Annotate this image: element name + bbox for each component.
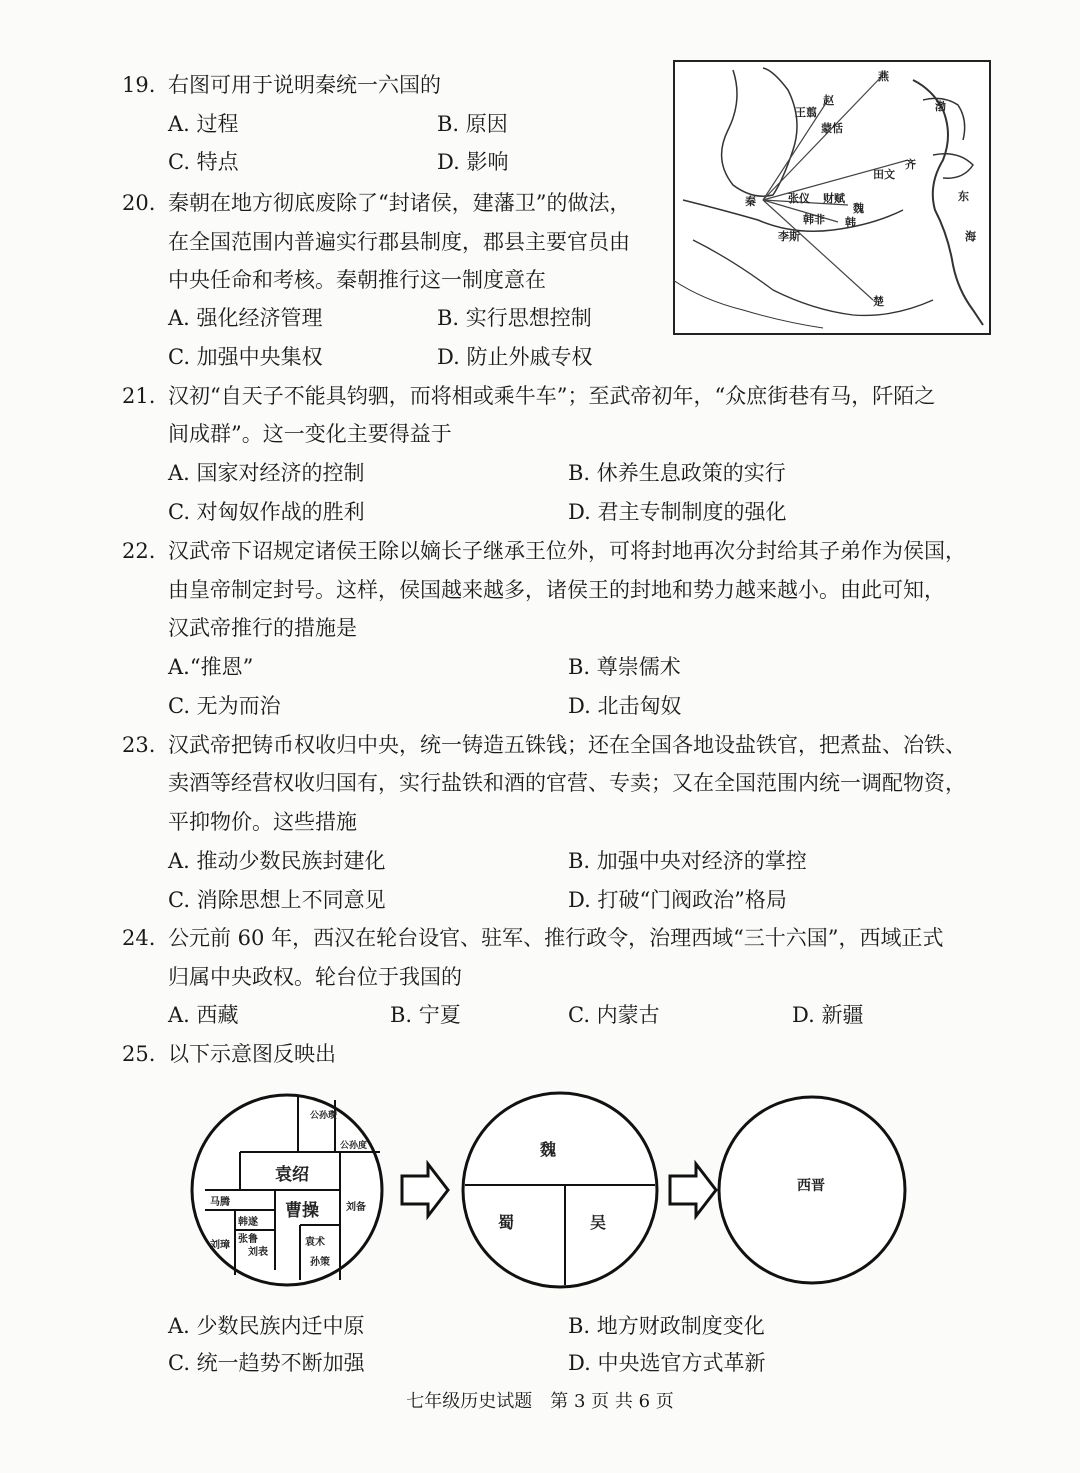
label-wu: 吴 — [590, 1213, 607, 1232]
map-label-caifu: 财赋 — [823, 192, 845, 205]
q25-option-b: B. 地方财政制度变化 — [568, 1314, 765, 1338]
q25-option-a: A. 少数民族内迁中原 — [168, 1314, 365, 1338]
page-footer: 七年级历史试题 第 3 页 共 6 页 — [406, 1391, 674, 1412]
q22-option-d: D. 北击匈奴 — [568, 694, 682, 718]
label-gongsunzan: 公孙瓒 — [310, 1111, 338, 1121]
three-kingdoms-diagram — [180, 1080, 920, 1300]
map-label-wangjian: 王翦 — [795, 106, 817, 119]
q23-option-a: A. 推动少数民族封建化 — [168, 849, 386, 873]
q19-option-b: B. 原因 — [437, 112, 508, 136]
q21-option-a: A. 国家对经济的控制 — [168, 461, 365, 485]
q21-number: 21. — [122, 384, 156, 408]
circle-three-kingdoms — [463, 1093, 657, 1287]
map-label-chu: 楚 — [873, 295, 884, 308]
q22-stem-line2: 由皇帝制定封号。这样，侯国越来越多，诸侯王的封地和势力越来越小。由此可知， — [168, 578, 945, 602]
q25-option-d: D. 中央选官方式革新 — [568, 1351, 766, 1375]
q25-stem: 以下示意图反映出 — [168, 1042, 336, 1066]
q25-number: 25. — [122, 1042, 156, 1066]
q24-option-c: C. 内蒙古 — [568, 1003, 660, 1027]
label-gongsundu: 公孙度 — [340, 1141, 368, 1151]
map-label-qin: 秦 — [745, 195, 756, 208]
q20-stem-line2: 在全国范围内普遍实行郡县制度，郡县主要官员由 — [168, 230, 630, 254]
q24-option-a: A. 西藏 — [168, 1003, 239, 1027]
label-xijin: 西晋 — [797, 1178, 825, 1194]
q21-stem-line2: 间成群”。这一变化主要得益于 — [168, 422, 452, 446]
q19-stem: 右图可用于说明秦统一六国的 — [168, 73, 441, 97]
map-label-mengtian: 蒙恬 — [821, 122, 843, 135]
arrow-icon — [670, 1164, 716, 1216]
map-label-bo: 渤 — [935, 100, 946, 113]
map-label-tianwen: 田文 — [873, 168, 895, 181]
map-label-han: 韩 — [845, 216, 856, 229]
q22-number: 22. — [122, 539, 156, 563]
q19-option-d: D. 影响 — [437, 150, 509, 174]
q22-option-c: C. 无为而治 — [168, 694, 281, 718]
q24-option-b: B. 宁夏 — [390, 1003, 461, 1027]
label-hansui: 韩遂 — [238, 1217, 258, 1228]
label-liuzhang: 刘璋 — [210, 1240, 230, 1251]
q23-stem-line3: 平抑物价。这些措施 — [168, 810, 357, 834]
q20-option-d: D. 防止外戚专权 — [437, 345, 593, 369]
arrow-icon — [402, 1164, 448, 1216]
q24-option-d: D. 新疆 — [792, 1003, 864, 1027]
map-label-yan: 燕 — [878, 70, 889, 83]
q23-stem-line2: 卖酒等经营权收归国有，实行盐铁和酒的官营、专卖；又在全国范围内统一调配物资， — [168, 771, 966, 795]
q20-stem-line1: 秦朝在地方彻底废除了“封诸侯，建藩卫”的做法， — [168, 191, 631, 215]
q23-option-b: B. 加强中央对经济的掌控 — [568, 849, 807, 873]
label-sunce: 孙策 — [310, 1257, 330, 1268]
map-label-lisi: 李斯 — [778, 230, 800, 243]
qin-unification-map — [673, 60, 991, 335]
label-caocao: 曹操 — [285, 1201, 319, 1221]
q22-stem-line3: 汉武帝推行的措施是 — [168, 616, 357, 640]
q19-option-a: A. 过程 — [168, 112, 239, 136]
q22-option-b: B. 尊崇儒术 — [568, 655, 681, 679]
label-liubiao: 刘表 — [248, 1247, 268, 1258]
map-label-wei: 魏 — [853, 202, 864, 215]
map-label-dong: 东 — [958, 190, 969, 203]
label-yuanshao: 袁绍 — [275, 1165, 309, 1185]
map-label-hai: 海 — [965, 230, 976, 243]
q22-option-a: A.“推恩” — [168, 655, 254, 679]
label-mateng: 马腾 — [210, 1197, 230, 1208]
q20-number: 20. — [122, 191, 156, 215]
label-wei: 魏 — [540, 1140, 557, 1159]
q20-option-c: C. 加强中央集权 — [168, 345, 323, 369]
q24-stem-line2: 归属中央政权。轮台位于我国的 — [168, 965, 462, 989]
q24-number: 24. — [122, 926, 156, 950]
label-zhanglu: 张鲁 — [238, 1234, 258, 1245]
label-shu: 蜀 — [498, 1213, 515, 1232]
map-label-hanfei: 韩非 — [803, 213, 825, 226]
map-label-zhangyi: 张仪 — [788, 192, 810, 205]
map-label-zhao: 赵 — [823, 94, 834, 107]
q19-number: 19. — [122, 73, 156, 97]
q21-stem-line1: 汉初“自天子不能具钧驷，而将相或乘牛车”；至武帝初年，“众庶街巷有马，阡陌之 — [168, 384, 936, 408]
q20-stem-line3: 中央任命和考核。秦朝推行这一制度意在 — [168, 268, 546, 292]
q21-option-b: B. 休养生息政策的实行 — [568, 461, 786, 485]
q21-option-d: D. 君主专制制度的强化 — [568, 500, 787, 524]
label-liubei: 刘备 — [346, 1202, 366, 1213]
q20-option-b: B. 实行思想控制 — [437, 306, 592, 330]
label-yuanshu: 袁术 — [305, 1237, 325, 1248]
q23-option-c: C. 消除思想上不同意见 — [168, 888, 386, 912]
map-label-qi: 齐 — [905, 158, 916, 171]
q22-stem-line1: 汉武帝下诏规定诸侯王除以嫡长子继承王位外，可将封地再次分封给其子弟作为侯国， — [168, 539, 966, 563]
q23-stem-line1: 汉武帝把铸币权收归中央，统一铸造五铢钱；还在全国各地设盐铁官，把煮盐、冶铁、 — [168, 733, 966, 757]
q24-stem-line1: 公元前 60 年，西汉在轮台设官、驻军、推行政令，治理西域“三十六国”，西域正式 — [168, 926, 944, 950]
q19-option-c: C. 特点 — [168, 150, 239, 174]
q20-option-a: A. 强化经济管理 — [168, 306, 323, 330]
q25-option-c: C. 统一趋势不断加强 — [168, 1351, 365, 1375]
q23-option-d: D. 打破“门阀政治”格局 — [568, 888, 787, 912]
q23-number: 23. — [122, 733, 156, 757]
q21-option-c: C. 对匈奴作战的胜利 — [168, 500, 365, 524]
